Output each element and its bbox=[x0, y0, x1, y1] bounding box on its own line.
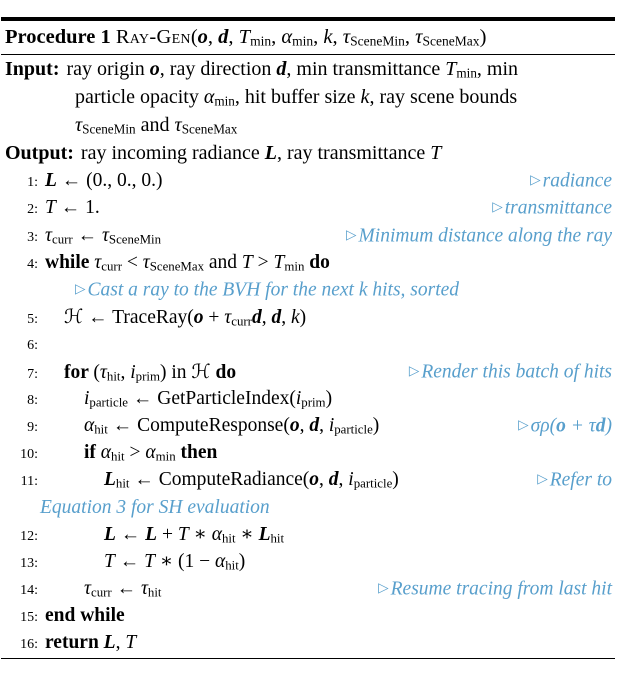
code-token: L bbox=[45, 170, 57, 192]
line-number: 7: bbox=[27, 366, 38, 382]
line-number: 15: bbox=[20, 610, 38, 626]
comment-token: ) bbox=[605, 415, 612, 437]
comment-token: Minimum distance along the ray bbox=[358, 225, 612, 247]
io-label: Input: bbox=[5, 58, 60, 81]
code-token: T bbox=[177, 523, 189, 545]
comment-token: ▷ bbox=[75, 281, 86, 298]
code-token: prim bbox=[135, 368, 160, 383]
io-line bbox=[0, 111, 618, 139]
code-token: for bbox=[64, 361, 94, 383]
comment-token: Equation 3 for SH evaluation bbox=[40, 496, 270, 518]
comment-token: Render this batch of hits bbox=[421, 361, 612, 383]
code-token: + bbox=[203, 307, 225, 329]
line-number: 12: bbox=[20, 528, 38, 544]
code-token: τ bbox=[142, 251, 150, 273]
code-token: ( bbox=[93, 361, 100, 383]
algo-line bbox=[0, 439, 618, 466]
comment-token: ▷ bbox=[537, 471, 548, 488]
code-token: ) bbox=[325, 387, 333, 409]
line-number: 8: bbox=[27, 392, 38, 408]
io-text: min bbox=[456, 65, 477, 81]
line-number: 2: bbox=[27, 202, 38, 218]
line-number: 16: bbox=[20, 637, 38, 653]
code-token: T bbox=[104, 550, 115, 572]
code-token: + bbox=[157, 523, 178, 545]
code-token: α bbox=[145, 442, 156, 464]
comment-text bbox=[492, 194, 612, 222]
code-token: τ bbox=[140, 578, 148, 600]
code-token: L bbox=[258, 523, 271, 545]
line-number: 6: bbox=[27, 338, 38, 354]
code-token: L bbox=[145, 523, 158, 545]
title-token: min bbox=[292, 32, 314, 48]
code-token: L bbox=[104, 469, 116, 491]
code-token: hit bbox=[225, 558, 239, 573]
algo-line bbox=[0, 575, 618, 602]
code-token: τ bbox=[94, 251, 102, 273]
algo-line bbox=[0, 629, 618, 656]
io-text: min bbox=[214, 93, 235, 109]
code-token: i bbox=[348, 469, 354, 491]
title-token: T bbox=[238, 25, 251, 48]
io-text: SceneMin bbox=[82, 121, 136, 137]
code-token: curr bbox=[90, 585, 112, 600]
algo-line bbox=[0, 548, 618, 575]
comment-token: σρ( bbox=[530, 415, 557, 437]
algo-line bbox=[0, 303, 618, 330]
code-token: , bbox=[338, 469, 349, 491]
code-token: τ bbox=[224, 307, 232, 329]
title-token: d bbox=[218, 25, 229, 48]
io-text: , ray transmittance bbox=[276, 142, 431, 165]
code-token: curr bbox=[101, 259, 122, 274]
code-token: < bbox=[121, 251, 143, 273]
code-token: hit bbox=[111, 449, 125, 464]
code-token: ) bbox=[238, 550, 246, 572]
code-token: hit bbox=[270, 531, 285, 546]
code-token: T bbox=[273, 251, 285, 273]
algo-line bbox=[0, 194, 618, 221]
line-number: 10: bbox=[20, 447, 38, 463]
io-text: T bbox=[445, 58, 457, 81]
code-token: min bbox=[155, 449, 176, 464]
comment-text bbox=[518, 412, 612, 440]
io-text: , min transmittance bbox=[286, 58, 446, 81]
io-line bbox=[0, 55, 618, 83]
comment-token: ▷ bbox=[518, 416, 529, 433]
comment-token: ▷ bbox=[530, 172, 541, 189]
code-text bbox=[45, 194, 100, 221]
title-token: o bbox=[197, 25, 208, 48]
code-token: ← bbox=[114, 550, 145, 572]
code-token: i bbox=[84, 387, 90, 409]
title-token: SceneMax bbox=[422, 32, 480, 48]
comment-text bbox=[346, 222, 612, 250]
code-token: , bbox=[299, 414, 310, 436]
comment-text bbox=[530, 167, 612, 195]
algo-line bbox=[0, 167, 618, 194]
algo-line bbox=[0, 494, 618, 521]
code-token: particle bbox=[334, 422, 373, 437]
code-token: ∗ (1 − bbox=[154, 550, 215, 572]
algo-line bbox=[0, 358, 618, 385]
comment-token: Cast a ray to the BVH for the next k hits, sorted bbox=[87, 279, 460, 301]
title-token: , bbox=[332, 25, 343, 48]
code-token: k bbox=[290, 307, 300, 329]
code-token: ← GetParticleIndex( bbox=[127, 387, 296, 409]
title-token: τ bbox=[342, 25, 351, 48]
code-token: while bbox=[45, 251, 95, 273]
comment-token: + τ bbox=[565, 415, 596, 437]
comment-text bbox=[378, 575, 612, 603]
code-token: ) bbox=[372, 414, 380, 436]
code-token: τ bbox=[45, 224, 52, 246]
io-text: τ bbox=[174, 114, 182, 137]
title-token: , bbox=[228, 25, 239, 48]
io-text: and bbox=[135, 114, 175, 137]
io-line bbox=[0, 139, 618, 167]
code-token: L bbox=[103, 632, 116, 654]
comment-token: radiance bbox=[542, 171, 612, 193]
code-text bbox=[45, 629, 136, 656]
code-token: T bbox=[45, 197, 56, 219]
title-token: , bbox=[313, 25, 324, 48]
code-token: do bbox=[215, 361, 237, 383]
code-lines bbox=[0, 167, 618, 656]
code-token: > bbox=[124, 442, 146, 464]
line-number: 14: bbox=[20, 583, 38, 599]
algo-line bbox=[0, 276, 618, 303]
code-token: hit bbox=[106, 368, 121, 383]
code-token: ℋ bbox=[191, 359, 211, 383]
code-token: ← ComputeRadiance( bbox=[129, 469, 310, 491]
title-token: α bbox=[281, 25, 293, 48]
comment-token: o bbox=[556, 415, 566, 437]
title-token: , bbox=[271, 25, 282, 48]
line-number: 1: bbox=[27, 175, 38, 191]
io-text: τ bbox=[75, 114, 83, 137]
code-token: , bbox=[281, 307, 291, 329]
comment-text bbox=[75, 276, 459, 304]
io-text: , hit buffer size bbox=[234, 86, 361, 109]
code-text bbox=[45, 602, 125, 629]
algo-line bbox=[0, 466, 618, 493]
comment-text bbox=[409, 358, 612, 386]
code-token: L bbox=[104, 523, 116, 545]
code-token: , bbox=[319, 414, 329, 436]
title-token: min bbox=[250, 32, 272, 48]
code-token: , bbox=[120, 361, 131, 383]
code-token: ) bbox=[392, 469, 399, 491]
code-token: if bbox=[84, 442, 101, 464]
algo-line bbox=[0, 385, 618, 412]
code-token: , bbox=[319, 469, 329, 491]
code-token: i bbox=[130, 361, 136, 383]
io-text: o bbox=[149, 58, 160, 81]
code-token: T bbox=[241, 251, 253, 273]
code-token: d bbox=[251, 307, 262, 329]
comment-token: ▷ bbox=[492, 199, 503, 216]
code-token: hit bbox=[115, 476, 130, 491]
code-token: SceneMax bbox=[149, 259, 204, 274]
code-token: T bbox=[125, 632, 137, 654]
code-token: ← (0., 0., 0.) bbox=[56, 170, 163, 192]
code-token: α bbox=[100, 442, 112, 464]
algo-line bbox=[0, 412, 618, 439]
code-token: i bbox=[295, 387, 302, 409]
title-token: SceneMin bbox=[350, 32, 405, 48]
line-number: 9: bbox=[27, 419, 38, 435]
comment-token: ▷ bbox=[346, 226, 357, 243]
code-token: α bbox=[84, 414, 95, 436]
title-token: ( bbox=[190, 25, 198, 48]
io-text: T bbox=[430, 142, 442, 165]
code-token: return bbox=[45, 632, 104, 654]
input-output-block bbox=[0, 55, 618, 167]
title-token: , bbox=[207, 25, 219, 48]
comment-token: ▷ bbox=[378, 580, 389, 597]
code-token: τ bbox=[84, 578, 91, 600]
code-token: min bbox=[284, 259, 305, 274]
code-token: do bbox=[309, 251, 330, 273]
algo-line bbox=[0, 330, 618, 357]
code-token: ← 1. bbox=[55, 197, 100, 219]
code-token: o bbox=[289, 414, 300, 436]
algo-line bbox=[0, 602, 618, 629]
code-token: ← ComputeResponse( bbox=[107, 414, 290, 436]
io-text: d bbox=[276, 58, 287, 81]
comment-token: Refer to bbox=[549, 470, 612, 492]
line-number: 3: bbox=[27, 229, 38, 245]
io-text: SceneMax bbox=[181, 121, 238, 137]
code-token: then bbox=[180, 442, 218, 464]
code-token: ) in bbox=[159, 361, 192, 383]
code-token: τ bbox=[99, 361, 107, 383]
io-line bbox=[0, 83, 618, 111]
code-token: curr bbox=[231, 314, 252, 329]
code-token: prim bbox=[301, 395, 326, 410]
io-text: , ray scene bounds bbox=[369, 86, 518, 109]
code-token: particle bbox=[353, 476, 393, 491]
line-number: 13: bbox=[20, 555, 38, 571]
code-token: hit bbox=[221, 531, 236, 546]
code-token: d bbox=[328, 469, 339, 491]
io-text: particle opacity bbox=[75, 86, 204, 109]
io-text: , min bbox=[476, 58, 519, 81]
algo-line bbox=[0, 249, 618, 276]
title-token: Procedure 1 bbox=[5, 25, 116, 48]
io-text: ray incoming radiance bbox=[80, 142, 265, 165]
io-text: , ray direction bbox=[159, 58, 277, 81]
code-token: ← bbox=[72, 224, 102, 246]
title-token: ) bbox=[479, 25, 487, 48]
algo-line bbox=[0, 521, 618, 548]
code-token: and bbox=[204, 251, 242, 273]
algo-line bbox=[0, 222, 618, 249]
comment-text bbox=[40, 494, 270, 521]
code-token: ∗ bbox=[188, 523, 212, 545]
code-token: hit bbox=[94, 422, 108, 437]
code-token: particle bbox=[89, 395, 128, 410]
bottom-rule bbox=[1, 658, 615, 660]
title-token: , bbox=[404, 25, 416, 48]
title-token: Ray-Gen bbox=[115, 25, 191, 48]
line-number: 5: bbox=[27, 312, 38, 328]
code-token: d bbox=[271, 307, 282, 329]
code-token: α bbox=[211, 523, 222, 545]
comment-token: d bbox=[595, 415, 606, 437]
io-text: L bbox=[264, 142, 277, 165]
code-token: curr bbox=[51, 231, 73, 246]
code-token: , bbox=[261, 307, 272, 329]
code-token: ← bbox=[111, 578, 141, 600]
code-token: ℋ bbox=[64, 305, 84, 329]
comment-token: transmittance bbox=[504, 198, 612, 220]
line-number: 4: bbox=[27, 256, 38, 272]
code-token: ← bbox=[115, 523, 146, 545]
code-token: T bbox=[144, 550, 155, 572]
code-token: i bbox=[328, 414, 335, 436]
code-token: , bbox=[115, 632, 126, 654]
comment-token: Resume tracing from last hit bbox=[390, 578, 612, 600]
io-text: k bbox=[360, 86, 370, 109]
line-number: 11: bbox=[20, 474, 38, 490]
code-token: > bbox=[252, 251, 274, 273]
title-token: τ bbox=[415, 25, 423, 48]
code-token: o bbox=[193, 307, 204, 329]
io-label: Output: bbox=[5, 142, 74, 165]
code-token: ∗ bbox=[235, 523, 259, 545]
code-token: o bbox=[309, 469, 320, 491]
io-text: ray origin bbox=[66, 58, 150, 81]
title-token: k bbox=[323, 25, 333, 48]
code-token: end while bbox=[45, 605, 125, 627]
code-text bbox=[45, 167, 163, 194]
io-text: α bbox=[203, 86, 215, 109]
code-token: d bbox=[309, 414, 320, 436]
comment-token: ▷ bbox=[408, 362, 420, 379]
code-token: ← TraceRay( bbox=[83, 307, 194, 329]
code-token: hit bbox=[147, 585, 162, 600]
code-token: τ bbox=[101, 224, 109, 246]
code-token: α bbox=[214, 550, 226, 572]
code-token: SceneMin bbox=[108, 231, 162, 246]
algorithm-title bbox=[0, 21, 618, 54]
code-token: ) bbox=[299, 307, 307, 329]
comment-text bbox=[537, 466, 612, 494]
